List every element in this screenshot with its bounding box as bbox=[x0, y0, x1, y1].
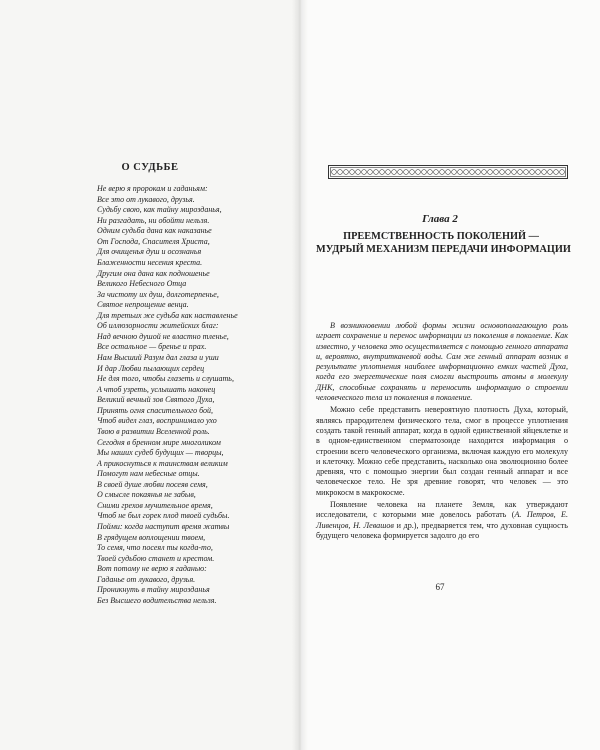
poem-line: Великого Небесного Отца bbox=[97, 279, 187, 289]
poem-line: О смысле покаянья не забыв, bbox=[97, 490, 196, 500]
poem-line: Помогут нам небесные отцы. bbox=[97, 469, 200, 479]
poem-line: А прикоснуться к таинствам великим bbox=[97, 458, 228, 468]
chapter-body bbox=[316, 321, 568, 541]
poem-title: О СУДЬБЕ bbox=[121, 162, 179, 173]
body-text: и др.), предваряется тем, что духовная сущность будущего человека формируется задолго до его bbox=[316, 520, 568, 540]
poem-line: Одним судьба дана как наказанье bbox=[97, 226, 212, 236]
chapter-heading bbox=[316, 230, 571, 256]
poem-line: Гаданье от лукавого, друзья. bbox=[97, 574, 196, 584]
poem-line: Над вечною душой не властно тленье, bbox=[97, 331, 229, 341]
poem-line: Святое непрощение венца. bbox=[97, 300, 189, 310]
poem-line: Вот потому не верю я гаданью: bbox=[97, 564, 207, 574]
poem bbox=[97, 184, 297, 607]
poem-line: Для очищенья душ и осознанья bbox=[97, 247, 202, 257]
poem-line: От Господа, Спасителя Христа, bbox=[97, 236, 210, 246]
poem-line: Не для того, чтобы глазеть и слушать, bbox=[97, 374, 234, 384]
poem-line: Твоей судьбою станет и крестом. bbox=[97, 553, 215, 563]
poem-line: И дар Любви пылающих сердец bbox=[97, 363, 205, 373]
poem-line: А чтоб узреть, услышать наконец bbox=[97, 384, 216, 394]
body-paragraph: Можно себе представить невероятную плотность Духа, который, являясь прародителем физического тела, смог в процессе уплотнения создать такой генный аппарат, когда в одной единственной яйцеклетке и в одном-единственном сперматозоиде находится информация о строении всего человеческого организма, включая каждую его молекулу и клеточку. Можно себе представить, насколько она эволюционно более древняя, что с помощью энергии был создан генный аппарат и все человеческое тело. Не зря древние говорят, что человек — это микрокосм в макрокосме. bbox=[316, 405, 568, 497]
poem-line: Другим она дана как подношенье bbox=[97, 268, 210, 278]
poem-line: Чтоб видел глаз, воспринимало ухо bbox=[97, 416, 217, 426]
chapter-label: Глава 2 bbox=[422, 213, 458, 225]
poem-line: Все остальное — бренье и прах. bbox=[97, 342, 207, 352]
poem-line: Твою в развитии Вселенной роль. bbox=[97, 426, 210, 436]
body-paragraph bbox=[316, 500, 568, 541]
poem-line: Проникнуть в тайну мирозданья bbox=[97, 585, 210, 595]
poem-line: В своей душе любви посеяв семя, bbox=[97, 479, 208, 489]
poem-line: Сними грехов мучительное время, bbox=[97, 500, 213, 510]
poem-line: Мы наших судеб будущих — творцы, bbox=[97, 448, 224, 458]
poem-line: Чтоб не был горек плод твоей судьбы. bbox=[97, 511, 230, 521]
body-paragraph: В возникновении любой формы жизни основополагающую роль играет сохранение и перенос информации из поколения в поколение. Как известно, у человека это осуществляется с помощью генного аппарата и, вероятно, внутритканевой воды. Сам же генный аппарат возник в результате уплотнения наиболее информационно емких частей Духа, когда его энергетические поля смогли выстроить атомы в молекулу ДНК, способные сохранять и переносить информацию о строении человеческого тела из поколения в поколение. bbox=[316, 321, 568, 403]
chapter-heading-line: ПРЕЕМСТВЕННОСТЬ ПОКОЛЕНИЙ — bbox=[343, 231, 539, 242]
author-names: А. Петров, Е. Ливенцов, Н. Левашов bbox=[316, 510, 568, 530]
poem-line: За чистоту их душ, долготерпенье, bbox=[97, 289, 219, 299]
chapter-heading-line: МУДРЫЙ МЕХАНИЗМ ПЕРЕДАЧИ ИНФОРМАЦИИ bbox=[316, 244, 571, 255]
poem-line: Судьбу свою, как тайну мирозданья, bbox=[97, 205, 222, 215]
poem-line: Блаженности несения креста. bbox=[97, 257, 203, 267]
poem-line: Не верю я пророкам и гаданьям: bbox=[97, 184, 208, 193]
poem-line: Все это от лукавого, друзья. bbox=[97, 194, 195, 204]
poem-line: Сегодня в бренном мире многоликом bbox=[97, 437, 221, 447]
poem-line: Для третьих же судьба как наставленье bbox=[97, 310, 238, 320]
page-number: 67 bbox=[435, 582, 445, 592]
poem-line: В грядущем воплощении твоем, bbox=[97, 532, 206, 542]
poem-line: То семя, что посеял ты когда-то, bbox=[97, 543, 213, 553]
poem-line: Без Высшего водительства нельзя. bbox=[97, 595, 217, 605]
poem-line: Принять огня спасительного бой, bbox=[97, 405, 214, 415]
poem-line: Ни разгадать, ни обойти нельзя. bbox=[97, 215, 210, 225]
ornamental-divider-icon bbox=[328, 165, 568, 179]
poem-line: Об иллюзорности житейских благ: bbox=[97, 321, 219, 331]
body-text: Появление человека на планете Земля, как утверждают исследователи, с которыми мне довелось работать ( bbox=[316, 500, 568, 520]
poem-line: Великий вечный зов Святого Духа, bbox=[97, 395, 215, 405]
poem-line: Нам Высший Разум дал глаза и уши bbox=[97, 353, 219, 362]
poem-line: Пойми: когда наступит время жатвы bbox=[97, 522, 230, 531]
